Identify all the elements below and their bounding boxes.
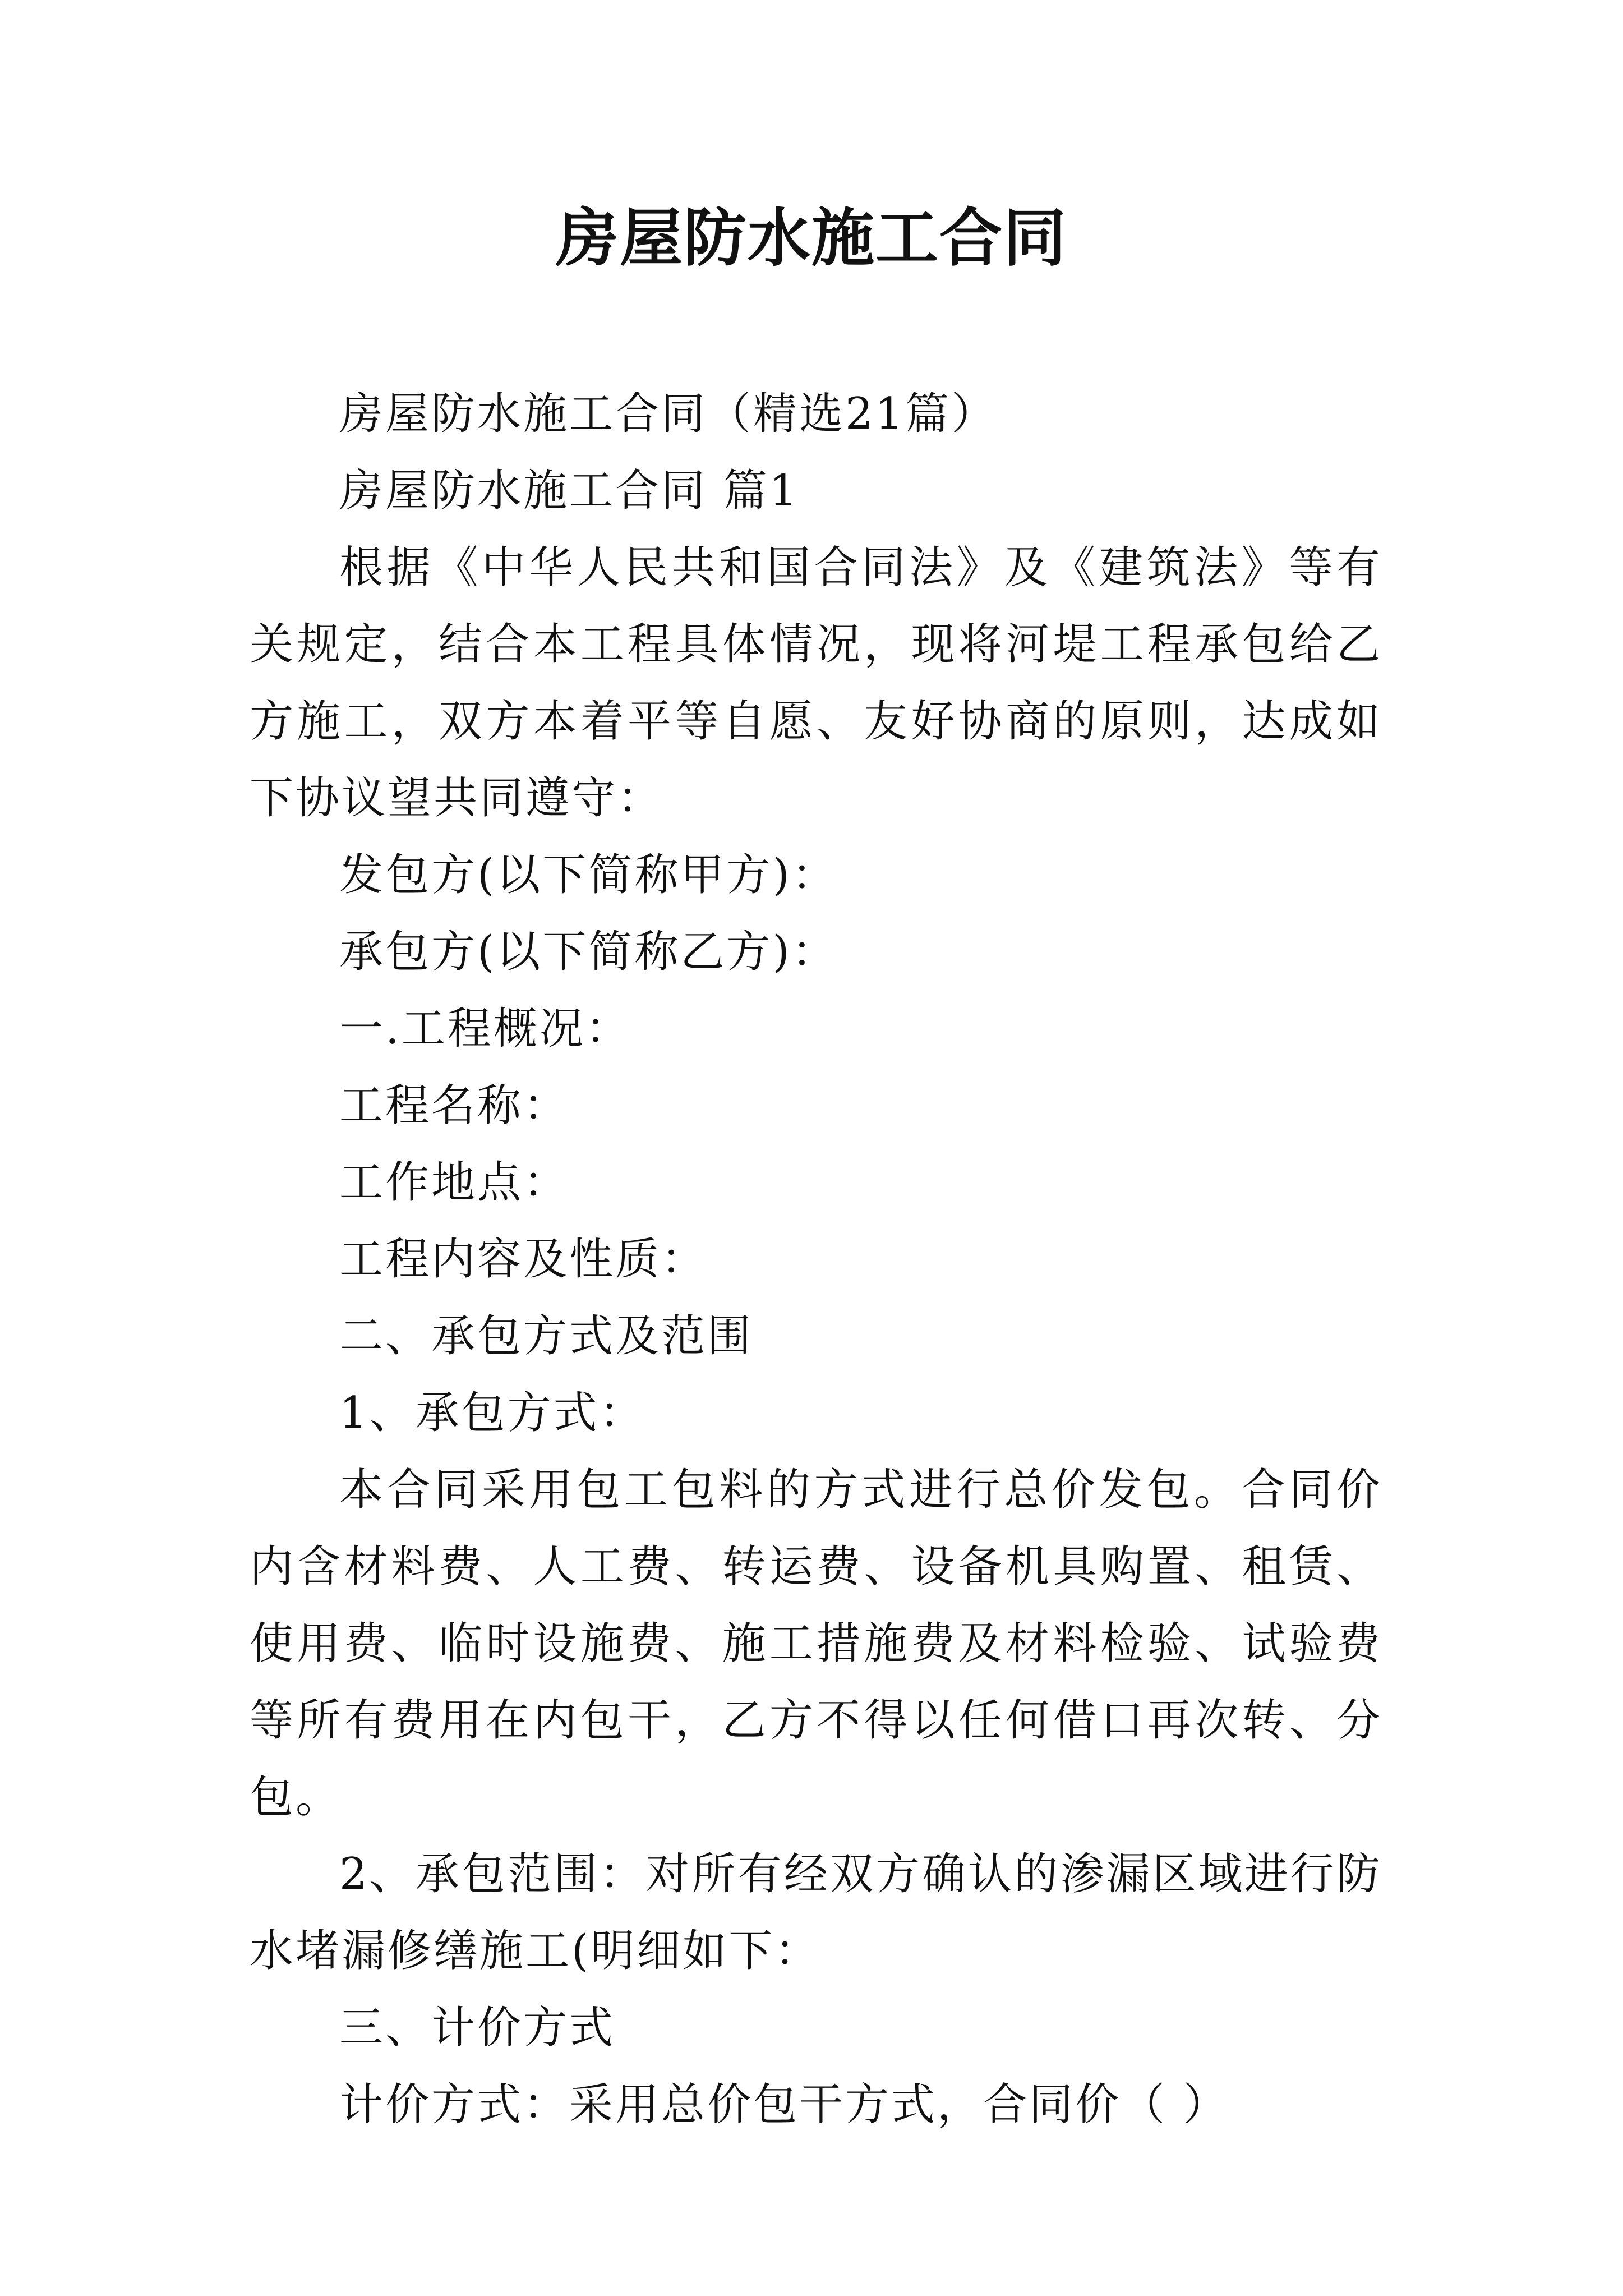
paragraph-contract-method-detail: 本合同采用包工包料的方式进行总价发包。合同价内含材料费、人工费、转运费、设备机具购置、租赁、使用费、临时设施费、施工措施费及材料检验、试验费等所有费用在内包干，乙方不得以任何借口再次转、分包。	[250, 1465, 1382, 1823]
paragraph-project-overview: 一.工程概况：	[339, 1004, 631, 1054]
paragraph-work-location: 工作地点：	[339, 1157, 570, 1208]
paragraph-contract-method: 1、承包方式：	[339, 1388, 645, 1438]
paragraph-section-heading: 房屋防水施工合同 篇1	[339, 466, 800, 516]
paragraph-pricing-heading: 三、计价方式	[339, 2003, 616, 2053]
paragraph-contract-scope-heading: 二、承包方式及范围	[339, 1311, 754, 1361]
paragraph-contract-scope: 2、承包范围：对所有经双方确认的渗漏区域进行防水堵漏修缮施工(明细如下：	[250, 1849, 1382, 1976]
document-title: 房屋防水施工合同	[556, 201, 1067, 275]
paragraph-party-b: 承包方(以下简称乙方)：	[339, 927, 838, 977]
paragraph-project-content: 工程内容及性质：	[339, 1234, 708, 1285]
paragraph-preamble: 根据《中华人民共和国合同法》及《建筑法》等有关规定，结合本工程具体情况，现将河堤工程承包给乙方施工，双方本着平等自愿、友好协商的原则，达成如下协议望共同遵守：	[250, 542, 1382, 823]
paragraph-project-name: 工程名称：	[339, 1080, 570, 1131]
paragraph-subtitle: 房屋防水施工合同（精选21篇）	[339, 389, 998, 439]
paragraph-pricing-method: 计价方式：采用总价包干方式，合同价（ ）	[339, 2079, 1229, 2130]
document-body	[250, 376, 1382, 2143]
paragraph-party-a: 发包方(以下简称甲方)：	[339, 850, 838, 900]
